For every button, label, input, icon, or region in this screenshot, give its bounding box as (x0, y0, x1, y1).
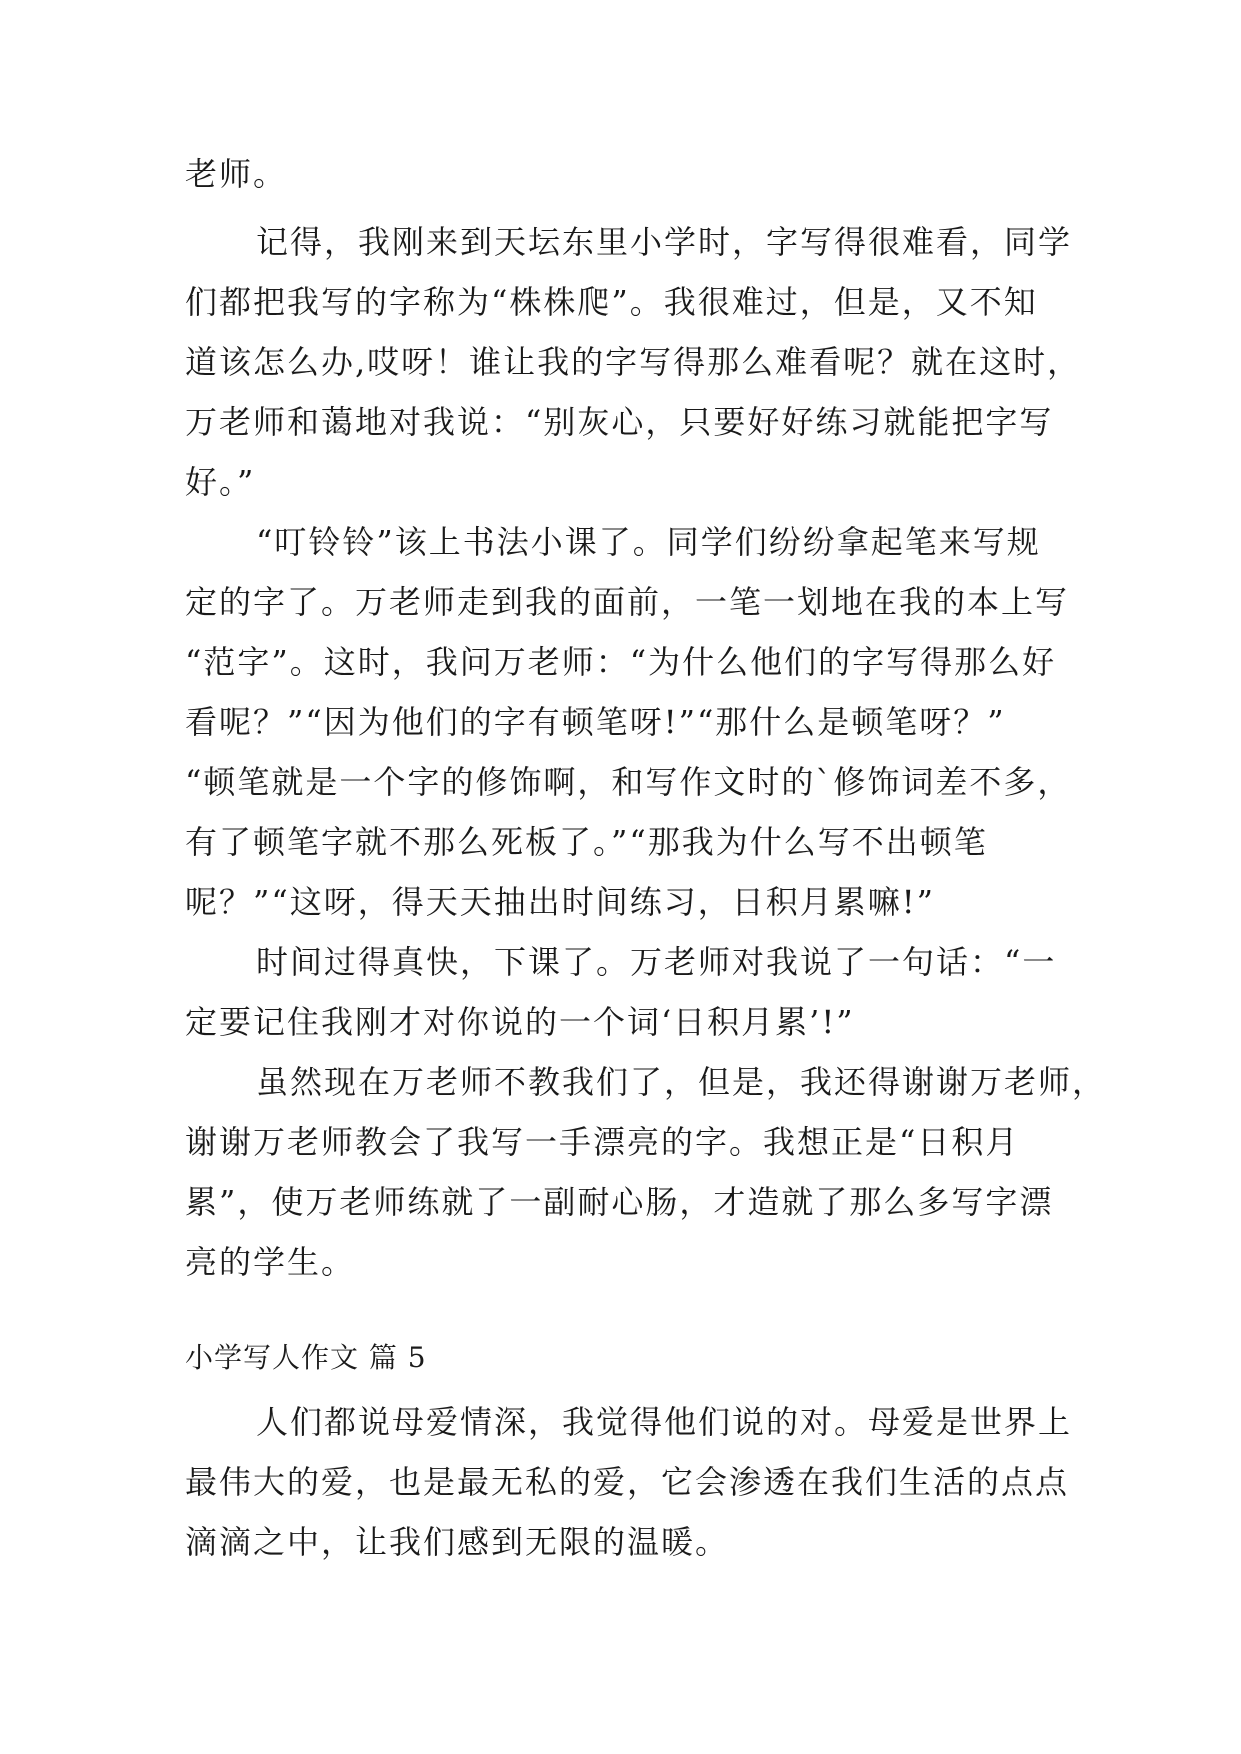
text-line: 道该怎么办,哎呀！谁让我的字写得那么难看呢？就在这时， (185, 343, 1082, 381)
text-line: 累”，使万老师练就了一副耐心肠，才造就了那么多写字漂 (185, 1183, 1054, 1221)
text-line: 谢谢万老师教会了我写一手漂亮的字。我想正是“日积月 (185, 1123, 1020, 1161)
text-line: 老师。 (185, 155, 288, 193)
text-line: 亮的学生。 (185, 1243, 356, 1281)
text-line: 虽然现在万老师不教我们了，但是，我还得谢谢万老师， (256, 1063, 1107, 1101)
text-line: 滴滴之中，让我们感到无限的温暖。 (185, 1523, 730, 1561)
text-line: “顿笔就是一个字的修饰啊，和写作文时的`修饰词差不多， (185, 763, 1072, 801)
text-line: 人们都说母爱情深，我觉得他们说的对。母爱是世界上 (256, 1403, 1073, 1441)
text-line: 呢？”“这呀，得天天抽出时间练习，日积月累嘛!” (185, 883, 935, 921)
text-line: 万老师和蔼地对我说：“别灰心，只要好好练习就能把字写 (185, 403, 1054, 441)
text-line: 定的字了。万老师走到我的面前，一笔一划地在我的本上写 (185, 583, 1070, 621)
text-line: 时间过得真快，下课了。万老师对我说了一句话：“一 (256, 943, 1057, 981)
text-line: “叮铃铃”该上书法小课了。同学们纷纷拿起笔来写规 (256, 523, 1041, 561)
text-line: “范字”。这时，我问万老师：“为什么他们的字写得那么好 (185, 643, 1057, 681)
text-line: 好。” (185, 463, 256, 501)
text-line: 们都把我写的字称为“株株爬”。我很难过，但是，又不知 (185, 283, 1038, 321)
text-line: 有了顿笔字就不那么死板了。”“那我为什么写不出顿笔 (185, 823, 988, 861)
text-line: 看呢？”“因为他们的字有顿笔呀!”“那什么是顿笔呀？” (185, 703, 1006, 741)
text-line: 定要记住我刚才对你说的一个词‘日积月累’!” (185, 1003, 855, 1041)
text-line: 最伟大的爱，也是最无私的爱，它会渗透在我们生活的点点 (185, 1463, 1070, 1501)
section-heading: 小学写人作文 篇 5 (185, 1341, 427, 1374)
text-line: 记得，我刚来到天坛东里小学时，字写得很难看，同学 (256, 223, 1073, 261)
